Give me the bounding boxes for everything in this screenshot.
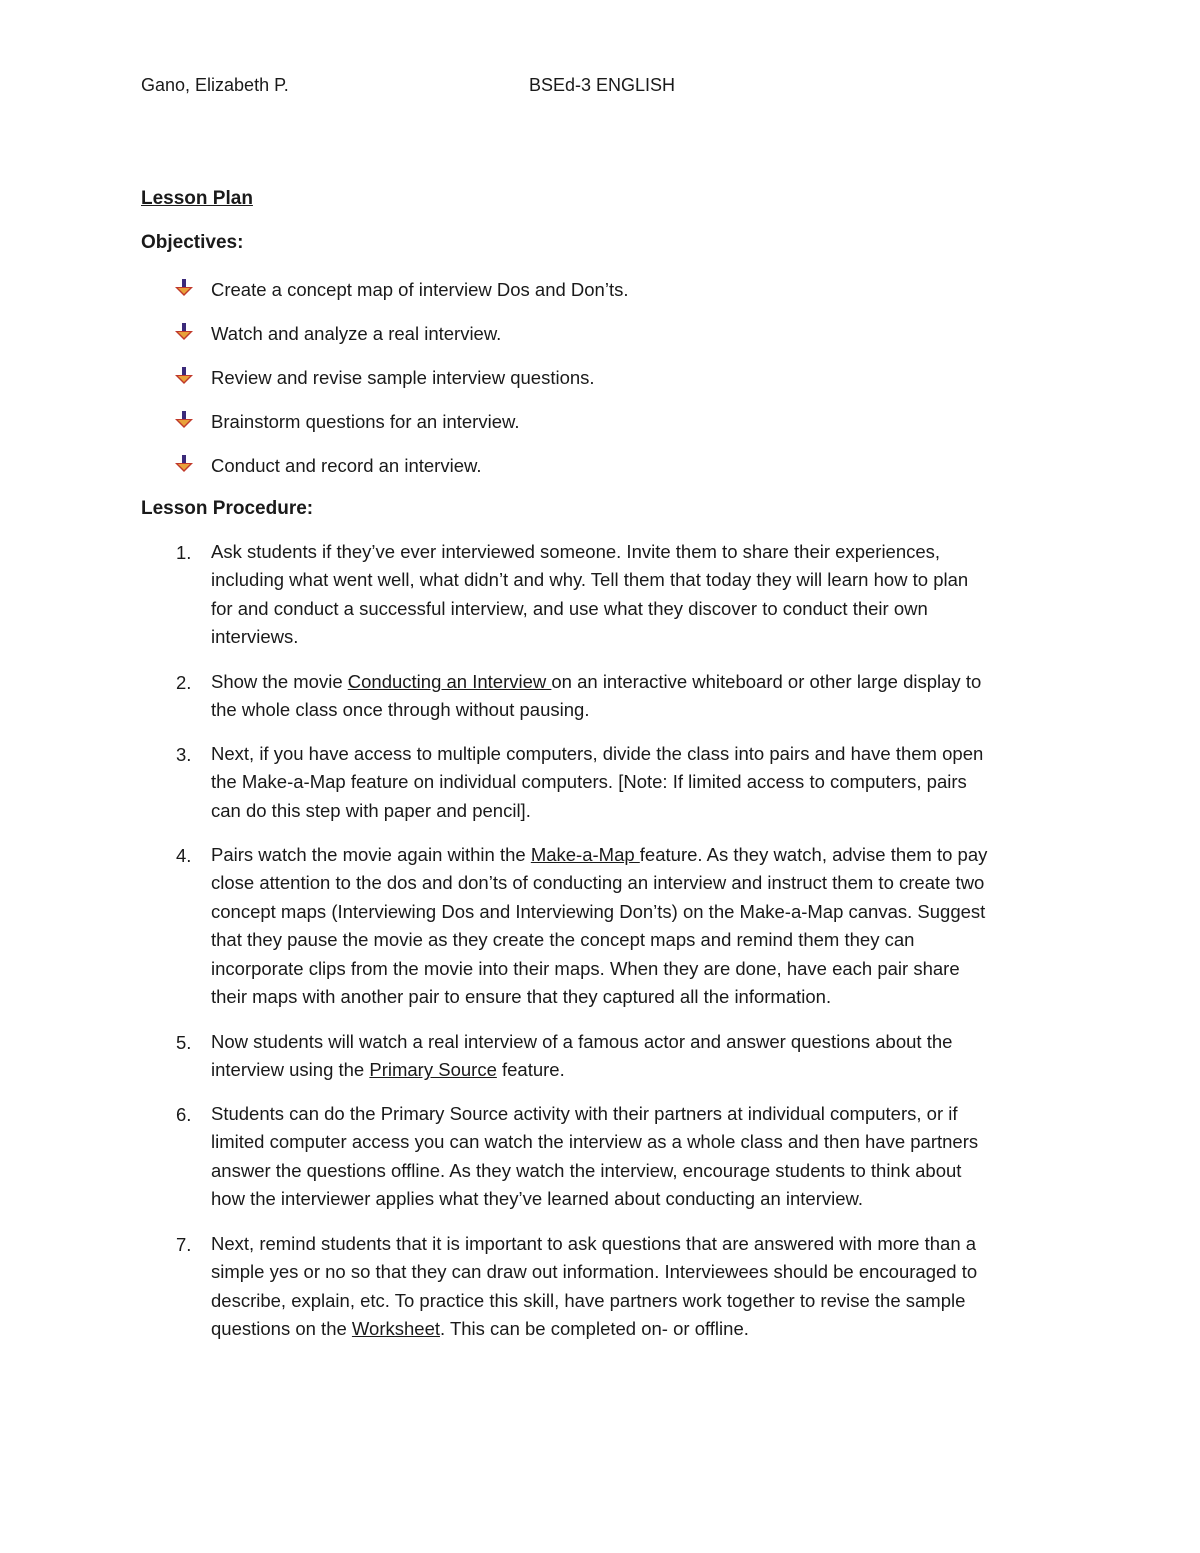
step-3 [211,740,1071,825]
step-text: Show the movie [211,671,348,692]
conducting-interview-link[interactable]: Conducting an Interview [347,671,552,692]
step-text: on an interactive whiteboard or other large display to [551,671,982,692]
step-line: close attention to the dos and don’ts of conducting an interview and instruct them to create two [211,872,985,894]
step-line: including what went well, what didn’t and why. Tell them that today they will learn how to plan [211,569,969,591]
step-number: 4. [176,845,192,866]
step-line [211,841,1071,869]
step-line: Next, remind students that it is important to ask questions that are answered with more than a [211,1233,977,1254]
step-line: Now students will watch a real interview of a famous actor and answer questions about the [211,1031,953,1052]
step-line: their maps with another pair to ensure that they captured all the information. [211,986,832,1008]
step-line: interviews. [211,626,299,648]
step-number: 5. [176,1032,192,1053]
course-label: BSEd-3 ENGLISH [529,75,676,95]
arrow-bullet-icon [174,279,194,299]
step-line: for and conduct a successful interview, and use what they discover to conduct their own [211,597,928,619]
arrow-bullet-icon [174,367,194,387]
step-text: feature. [496,1059,565,1081]
procedure-heading: Lesson Procedure: [141,498,314,519]
arrow-bullet-icon [174,411,194,431]
step-number: 2. [176,672,192,693]
list-item: Watch and analyze a real interview. [211,323,502,344]
step-line: answer the questions offline. As they watch the interview, encourage students to think about [211,1159,962,1181]
step-line: concept maps (Interviewing Dos and Interviewing Don’ts) on the Make-a-Map canvas. Suggest [211,900,986,922]
step-line: can do this step with paper and pencil]. [211,799,531,821]
step-line [211,1056,1071,1084]
step-text: questions on the [211,1318,352,1340]
step-line: how the interviewer applies what they’ve learned about conducting an interview. [211,1188,864,1210]
step-line [211,1315,1071,1343]
step-line: simple yes or no so that they can draw out information. Interviewees should be encouraged to [211,1261,978,1283]
primary-source-link[interactable]: Primary Source [369,1059,497,1081]
step-number: 7. [176,1234,192,1255]
objectives-heading: Objectives: [141,232,244,253]
step-line: limited computer access you can watch the interview as a whole class and then have partners [211,1131,979,1153]
step-number: 3. [176,744,192,765]
author-name: Gano, Elizabeth P. [141,75,289,95]
step-text: interview using the [211,1059,370,1081]
step-text: . This can be completed on- or offline. [440,1318,749,1340]
page-title: Lesson Plan [141,188,253,209]
step-line [211,668,1071,696]
step-1 [211,538,1071,652]
step-7 [211,1230,1071,1344]
step-number: 6. [176,1104,192,1125]
step-line: incorporate clips from the movie into their maps. When they are done, have each pair share [211,957,960,979]
arrow-bullet-icon [174,323,194,343]
step-text: Pairs watch the movie again within the [211,844,531,865]
step-line: Students can do the Primary Source activity with their partners at individual computers, or if [211,1103,958,1124]
step-2 [211,668,1071,725]
step-text: feature. As they watch, advise them to pay [639,844,988,865]
step-number: 1. [176,542,192,563]
step-5 [211,1028,1071,1085]
list-item: Brainstorm questions for an interview. [211,411,520,432]
step-line: that they pause the movie as they create the concept maps and remind them they can [211,929,915,951]
step-line: Ask students if they’ve ever interviewed someone. Invite them to share their experiences, [211,541,941,562]
list-item: Conduct and record an interview. [211,455,482,476]
worksheet-link[interactable]: Worksheet [351,1318,441,1340]
step-6 [211,1100,1071,1214]
arrow-bullet-icon [174,455,194,475]
step-line: describe, explain, etc. To practice this skill, have partners work together to revise the sample [211,1289,966,1311]
step-line: the Make-a-Map feature on individual computers. [Note: If limited access to computers, pairs [211,771,967,793]
make-a-map-link[interactable]: Make-a-Map [530,844,640,865]
step-line: the whole class once through without pausing. [211,699,590,721]
list-item: Review and revise sample interview questions. [211,367,595,388]
step-line: Next, if you have access to multiple computers, divide the class into pairs and have them open [211,743,984,764]
list-item: Create a concept map of interview Dos and Don’ts. [211,279,629,300]
step-4 [211,841,1071,1011]
